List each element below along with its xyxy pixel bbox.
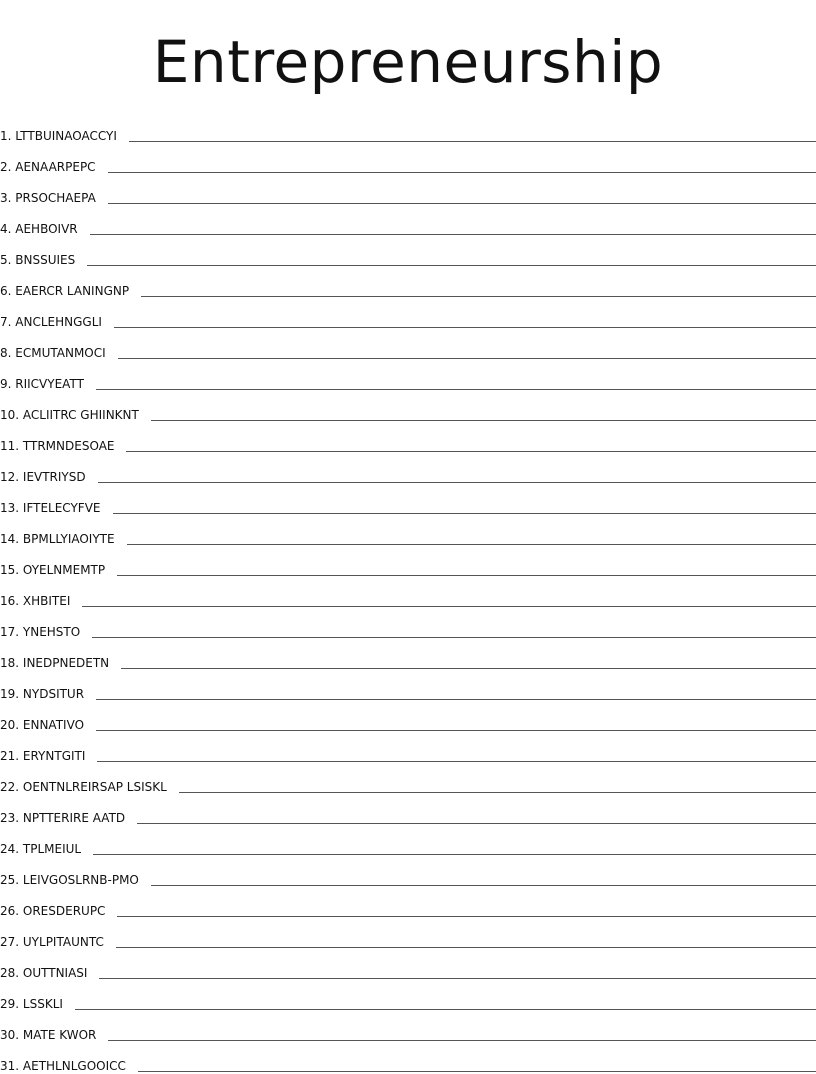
answer-line (87, 265, 816, 266)
answer-line (97, 761, 816, 762)
scrambled-word: 4. AEHBOIVR (0, 222, 90, 237)
scrambled-word: 27. UYLPITAUNTC (0, 935, 116, 950)
list-item (0, 702, 816, 733)
list-item (0, 640, 816, 671)
list-item (0, 919, 816, 950)
scrambled-word: 20. ENNATIVO (0, 718, 96, 733)
scrambled-word: 18. INEDPNEDETN (0, 656, 121, 671)
answer-line (179, 792, 816, 793)
scrambled-word: 17. YNEHSTO (0, 625, 92, 640)
list-item (0, 1012, 816, 1043)
scrambled-word: 10. ACLIITRC GHIINKNT (0, 408, 151, 423)
answer-line (113, 513, 816, 514)
answer-line (75, 1009, 816, 1010)
answer-line (98, 482, 816, 483)
list-item (0, 175, 816, 206)
list-item (0, 733, 816, 764)
scrambled-word: 28. OUTTNIASI (0, 966, 99, 981)
scrambled-word: 29. LSSKLI (0, 997, 75, 1012)
list-item (0, 609, 816, 640)
scrambled-word: 19. NYDSITUR (0, 687, 96, 702)
answer-line (138, 1071, 816, 1072)
answer-line (151, 420, 816, 421)
list-item (0, 454, 816, 485)
list-item (0, 888, 816, 919)
scramble-list (0, 113, 816, 1074)
answer-line (121, 668, 816, 669)
scrambled-word: 31. AETHLNLGOOICC (0, 1059, 138, 1074)
scrambled-word: 9. RIICVYEATT (0, 377, 96, 392)
list-item (0, 299, 816, 330)
scrambled-word: 30. MATE KWOR (0, 1028, 108, 1043)
answer-line (93, 854, 816, 855)
scrambled-word: 22. OENTNLREIRSAP LSISKL (0, 780, 179, 795)
list-item (0, 392, 816, 423)
answer-line (126, 451, 816, 452)
answer-line (116, 947, 816, 948)
list-item (0, 1043, 816, 1074)
scrambled-word: 24. TPLMEIUL (0, 842, 93, 857)
answer-line (118, 358, 816, 359)
answer-line (108, 203, 816, 204)
scrambled-word: 26. ORESDERUPC (0, 904, 117, 919)
scrambled-word: 13. IFTELECYFVE (0, 501, 113, 516)
scrambled-word: 5. BNSSUIES (0, 253, 87, 268)
list-item (0, 330, 816, 361)
scrambled-word: 8. ECMUTANMOCI (0, 346, 118, 361)
list-item (0, 361, 816, 392)
list-item (0, 485, 816, 516)
scrambled-word: 12. IEVTRIYSD (0, 470, 98, 485)
scrambled-word: 25. LEIVGOSLRNB-PMO (0, 873, 151, 888)
answer-line (127, 544, 816, 545)
answer-line (108, 172, 816, 173)
answer-line (96, 699, 816, 700)
scrambled-word: 11. TTRMNDESOAE (0, 439, 126, 454)
answer-line (92, 637, 816, 638)
answer-line (99, 978, 816, 979)
scrambled-word: 6. EAERCR LANINGNP (0, 284, 141, 299)
answer-line (129, 141, 816, 142)
answer-line (96, 389, 816, 390)
answer-line (108, 1040, 816, 1041)
list-item (0, 268, 816, 299)
scrambled-word: 23. NPTTERIRE AATD (0, 811, 137, 826)
list-item (0, 423, 816, 454)
list-item (0, 144, 816, 175)
list-item (0, 795, 816, 826)
list-item (0, 206, 816, 237)
answer-line (137, 823, 816, 824)
scrambled-word: 7. ANCLEHNGGLI (0, 315, 114, 330)
page-title: Entrepreneurship (0, 26, 816, 98)
list-item (0, 764, 816, 795)
scrambled-word: 3. PRSOCHAEPA (0, 191, 108, 206)
scrambled-word: 16. XHBITEI (0, 594, 82, 609)
list-item (0, 857, 816, 888)
list-item (0, 547, 816, 578)
list-item (0, 671, 816, 702)
scrambled-word: 21. ERYNTGITI (0, 749, 97, 764)
list-item (0, 950, 816, 981)
scrambled-word: 14. BPMLLYIAOIYTE (0, 532, 127, 547)
scrambled-word: 15. OYELNMEMTP (0, 563, 117, 578)
answer-line (151, 885, 816, 886)
answer-line (114, 327, 816, 328)
answer-line (117, 575, 816, 576)
list-item (0, 113, 816, 144)
scrambled-word: 2. AENAARPEPC (0, 160, 108, 175)
list-item (0, 826, 816, 857)
answer-line (82, 606, 816, 607)
answer-line (117, 916, 816, 917)
answer-line (141, 296, 816, 297)
scrambled-word: 1. LTTBUINAOACCYI (0, 129, 129, 144)
list-item (0, 516, 816, 547)
list-item (0, 578, 816, 609)
answer-line (96, 730, 816, 731)
answer-line (90, 234, 816, 235)
list-item (0, 981, 816, 1012)
list-item (0, 237, 816, 268)
